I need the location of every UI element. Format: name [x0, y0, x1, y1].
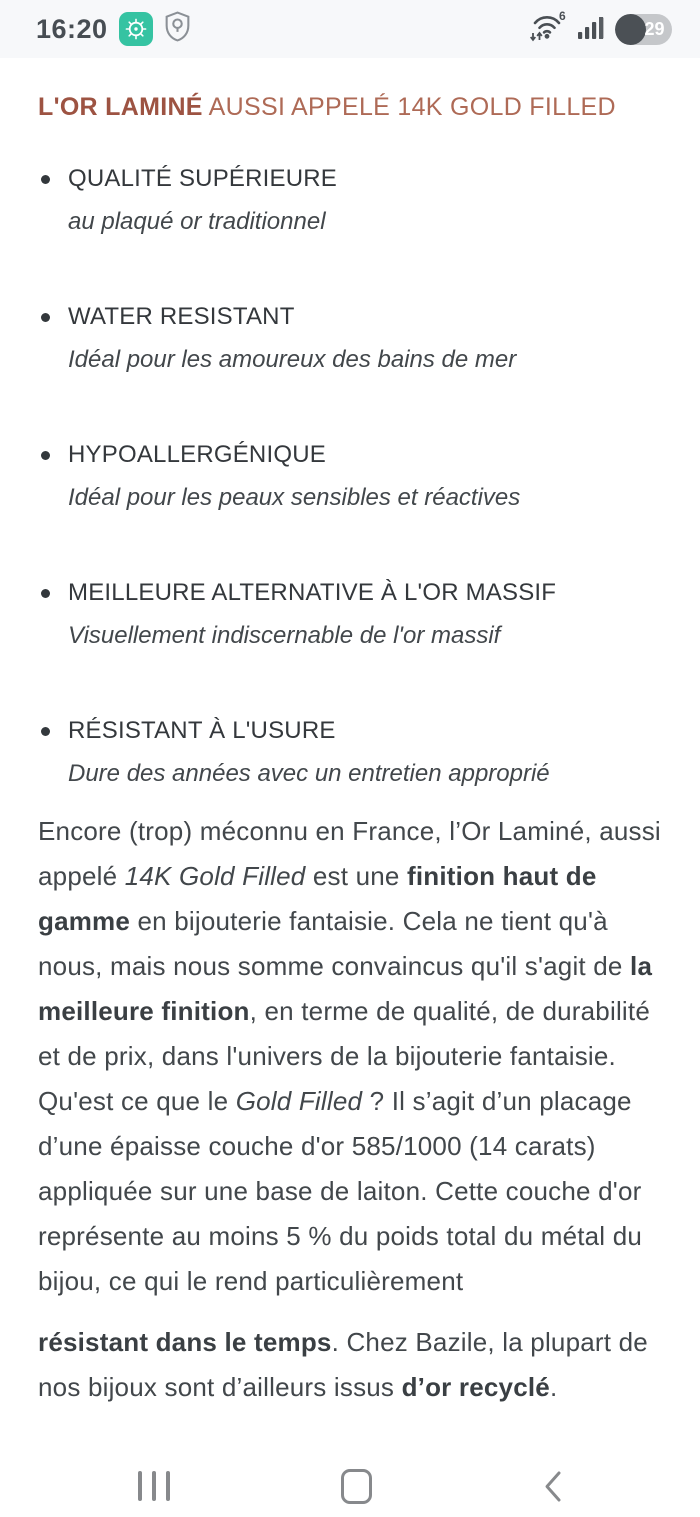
status-bar	[0, 0, 700, 58]
text-run: ? Il s’agit d’un placage d’une épaisse couche d'or 585/1000 (14 carats) appliquée sur une base de laiton. Cette couche d'or représente au moins 5 % du poids total du métal du bijou, ce qui le rend particulièrement	[38, 1086, 643, 1296]
text-run-bold: résistant dans le temps	[38, 1327, 332, 1357]
feature-detail: Idéal pour les amoureux des bains de mer	[68, 346, 517, 373]
body-paragraphs	[38, 809, 662, 1410]
home-icon	[341, 1469, 372, 1504]
article-content	[0, 90, 700, 1410]
text-run: Encore (trop) méconnu en France, l’Or Laminé, aussi appelé	[38, 816, 661, 891]
feature-heading: HYPOALLERGÉNIQUE	[68, 441, 326, 468]
text-run: Qu'est ce que le	[38, 1086, 236, 1116]
feature-detail: Visuellement indiscernable de l'or massif	[68, 622, 501, 649]
text-run-italic: 14K Gold Filled	[124, 861, 306, 891]
home-button[interactable]	[341, 1469, 372, 1504]
paragraph-definition	[38, 1079, 662, 1304]
svg-text:6: 6	[559, 8, 566, 23]
status-bar-right	[528, 9, 672, 50]
list-item	[38, 438, 662, 515]
text-run: est une	[305, 861, 408, 891]
back-chevron-icon	[543, 1470, 562, 1503]
android-nav-bar	[0, 1455, 700, 1517]
feature-detail: Idéal pour les peaux sensibles et réactives	[68, 484, 521, 511]
text-run: .	[549, 1372, 558, 1402]
back-button[interactable]	[543, 1470, 562, 1503]
text-run: , en terme de qualité, de durabilité et de prix, dans l'univers de la bijouterie fantaisie.	[38, 996, 650, 1071]
feature-heading: WATER RESISTANT	[68, 303, 295, 330]
text-run-italic: Gold Filled	[235, 1086, 363, 1116]
feature-heading: RÉSISTANT À L'USURE	[68, 717, 336, 744]
signal-bars-icon	[578, 12, 605, 47]
list-item	[38, 576, 662, 653]
text-run-bold: la meilleure finition	[38, 951, 653, 1026]
list-item	[38, 162, 662, 239]
text-run: en bijouterie fantaisie. Cela ne tient qu'à nous, mais nous somme convaincus qu'il s'agit de	[38, 906, 631, 981]
text-run-bold: finition haut de gamme	[38, 861, 597, 936]
shield-icon	[164, 11, 191, 47]
feature-detail: Dure des années avec un entretien approprié	[68, 760, 550, 787]
battery-indicator	[615, 14, 672, 45]
clock-text: 16:20	[36, 13, 108, 44]
feature-list	[38, 162, 662, 791]
page-title-rest: AUSSI APPELÉ 14K GOLD FILLED	[202, 93, 616, 121]
battery-percent-text: 29	[644, 18, 665, 39]
list-item	[38, 300, 662, 377]
feature-heading: QUALITÉ SUPÉRIEURE	[68, 165, 337, 192]
recents-icon	[138, 1471, 170, 1501]
page-title	[38, 90, 662, 124]
text-run: . Chez Bazile, la plupart de nos bijoux sont d’ailleurs issus	[38, 1327, 648, 1402]
alarm-app-icon	[119, 12, 153, 46]
list-item	[38, 714, 662, 791]
paragraph-intro	[38, 809, 662, 1079]
text-run-bold: d’or recyclé	[401, 1372, 550, 1402]
paragraph-conclusion	[38, 1320, 662, 1410]
page-title-lead: L'OR LAMINÉ	[38, 93, 203, 121]
recents-button[interactable]	[138, 1471, 170, 1501]
feature-heading: MEILLEURE ALTERNATIVE À L'OR MASSIF	[68, 579, 557, 606]
wifi-6-icon	[528, 9, 568, 50]
feature-detail: au plaqué or traditionnel	[68, 208, 326, 235]
